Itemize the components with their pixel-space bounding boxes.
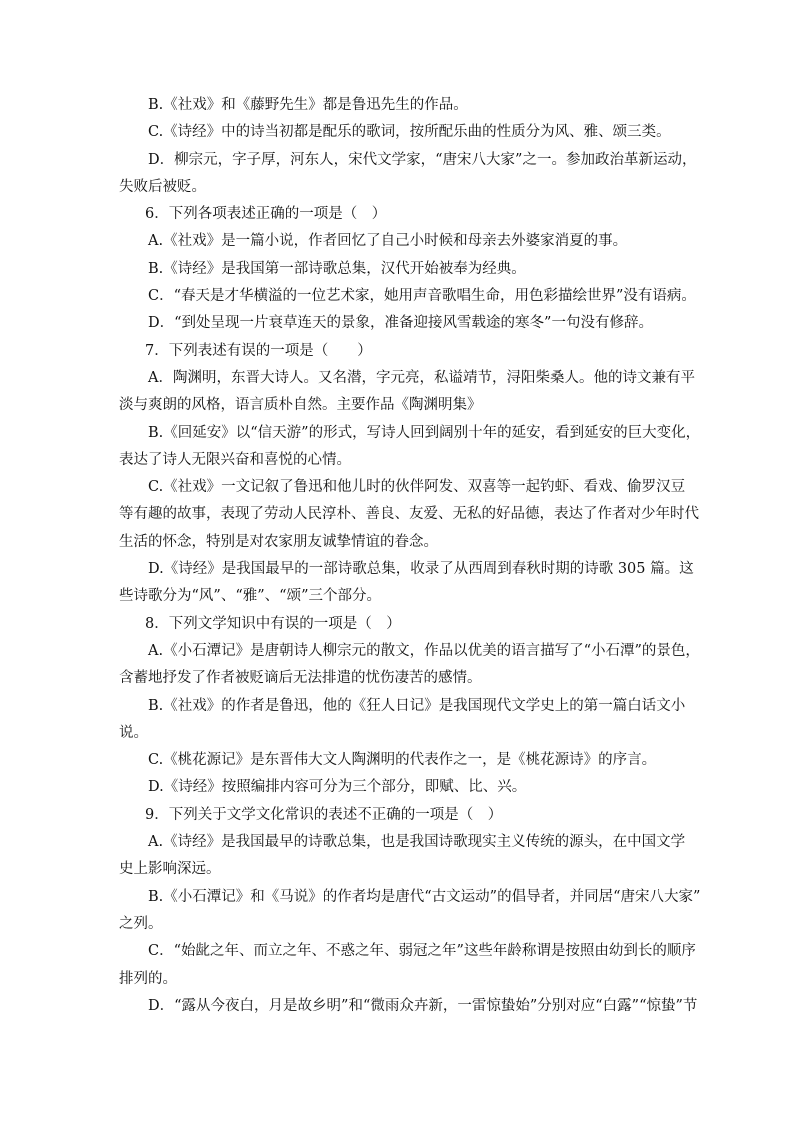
text-line: 表达了诗人无限兴奋和喜悦的心情。 xyxy=(119,451,351,468)
text-line: 些诗歌分为“风”、“雅”、“颂”三个部分。 xyxy=(119,588,381,605)
text-line: 排列的。 xyxy=(119,970,177,987)
text-line: 之列。 xyxy=(119,915,163,932)
text-line: D．柳宗元，字子厚，河东人，宋代文学家，“唐宋八大家”之一。参加政治革新运动， xyxy=(148,151,697,168)
question-text-block xyxy=(119,92,701,1020)
text-line: A.《小石潭记》是唐朝诗人柳宗元的散文，作品以优美的语言描写了“小石潭”的景色， xyxy=(148,642,700,659)
text-line: 含蓄地抒发了作者被贬谪后无法排遣的忧伤凄苦的感情。 xyxy=(119,670,482,687)
text-line: B.《社戏》的作者是鲁迅，他的《狂人日记》是我国现代文学史上的第一篇白话文小 xyxy=(148,697,686,714)
text-line: C．“春天是才华横溢的一位艺术家，她用声音歌唱生命，用色彩描绘世界”没有语病。 xyxy=(148,288,696,305)
text-line: C.《诗经》中的诗当初都是配乐的歌词，按所配乐曲的性质分为风、雅、颂三类。 xyxy=(148,124,671,141)
question-stem-7: 7．下列表述有误的一项是（ ） xyxy=(145,342,372,359)
text-line: B.《回延安》以“信天游”的形式，写诗人回到阔别十年的延安，看到延安的巨大变化， xyxy=(148,424,701,441)
text-line: C.《社戏》一文记叙了鲁迅和他儿时的伙伴阿发、双喜等一起钓虾、看戏、偷罗汉豆 xyxy=(148,479,686,496)
text-line: 生活的怀念，特别是对农家朋友诚挚情谊的眷念。 xyxy=(119,533,438,550)
text-line: D.《诗经》按照编排内容可分为三个部分，即赋、比、兴。 xyxy=(148,779,527,796)
text-line: C.《桃花源记》是东晋伟大文人陶渊明的代表作之一，是《桃花源诗》的序言。 xyxy=(148,752,657,769)
text-line: B.《小石潭记》和《马说》的作者均是唐代“古文运动”的倡导者，并同居“唐宋八大家” xyxy=(148,888,701,905)
question-stem-8: 8．下列文学知识中有误的一项是（ ） xyxy=(145,615,401,632)
text-line: D.《诗经》是我国最早的一部诗歌总集，收录了从西周到春秋时期的诗歌 305 篇。这 xyxy=(148,561,694,578)
text-line: 失败后被贬。 xyxy=(119,178,206,195)
text-line: 说。 xyxy=(119,724,148,741)
text-line: A.《社戏》是一篇小说，作者回忆了自己小时候和母亲去外婆家消夏的事。 xyxy=(148,233,628,250)
text-line: D．“露从今夜白，月是故乡明”和“微雨众卉新，一雷惊蛰始”分别对应“白露”“惊蛰”节 xyxy=(148,997,698,1014)
text-line: 史上影响深远。 xyxy=(119,861,221,878)
question-stem-6: 6．下列各项表述正确的一项是（ ） xyxy=(145,206,387,223)
text-line: D．“到处呈现一片衰草连天的景象，准备迎接风雪载途的寒冬”一句没有修辞。 xyxy=(148,315,653,332)
text-line: 淡与爽朗的风格，语言质朴自然。主要作品《陶渊明集》 xyxy=(119,397,482,414)
text-line: A.《诗经》是我国最早的诗歌总集，也是我国诗歌现实主义传统的源头，在中国文学 xyxy=(148,834,686,851)
text-line: C．“始龀之年、而立之年、不惑之年、弱冠之年”这些年龄称谓是按照由幼到长的顺序 xyxy=(148,943,696,960)
text-line: B.《诗经》是我国第一部诗歌总集，汉代开始被奉为经典。 xyxy=(148,260,526,277)
text-line: A．陶渊明，东晋大诗人。又名潜，字元亮，私谥靖节，浔阳柴桑人。他的诗文兼有平 xyxy=(148,369,695,386)
text-line: B.《社戏》和《藤野先生》都是鲁迅先生的作品。 xyxy=(148,97,468,113)
text-line: 等有趣的故事，表现了劳动人民淳朴、善良、友爱、无私的好品德，表达了作者对少年时代 xyxy=(119,506,699,523)
question-stem-9: 9．下列关于文学文化常识的表述不正确的一项是（ ） xyxy=(145,806,503,823)
